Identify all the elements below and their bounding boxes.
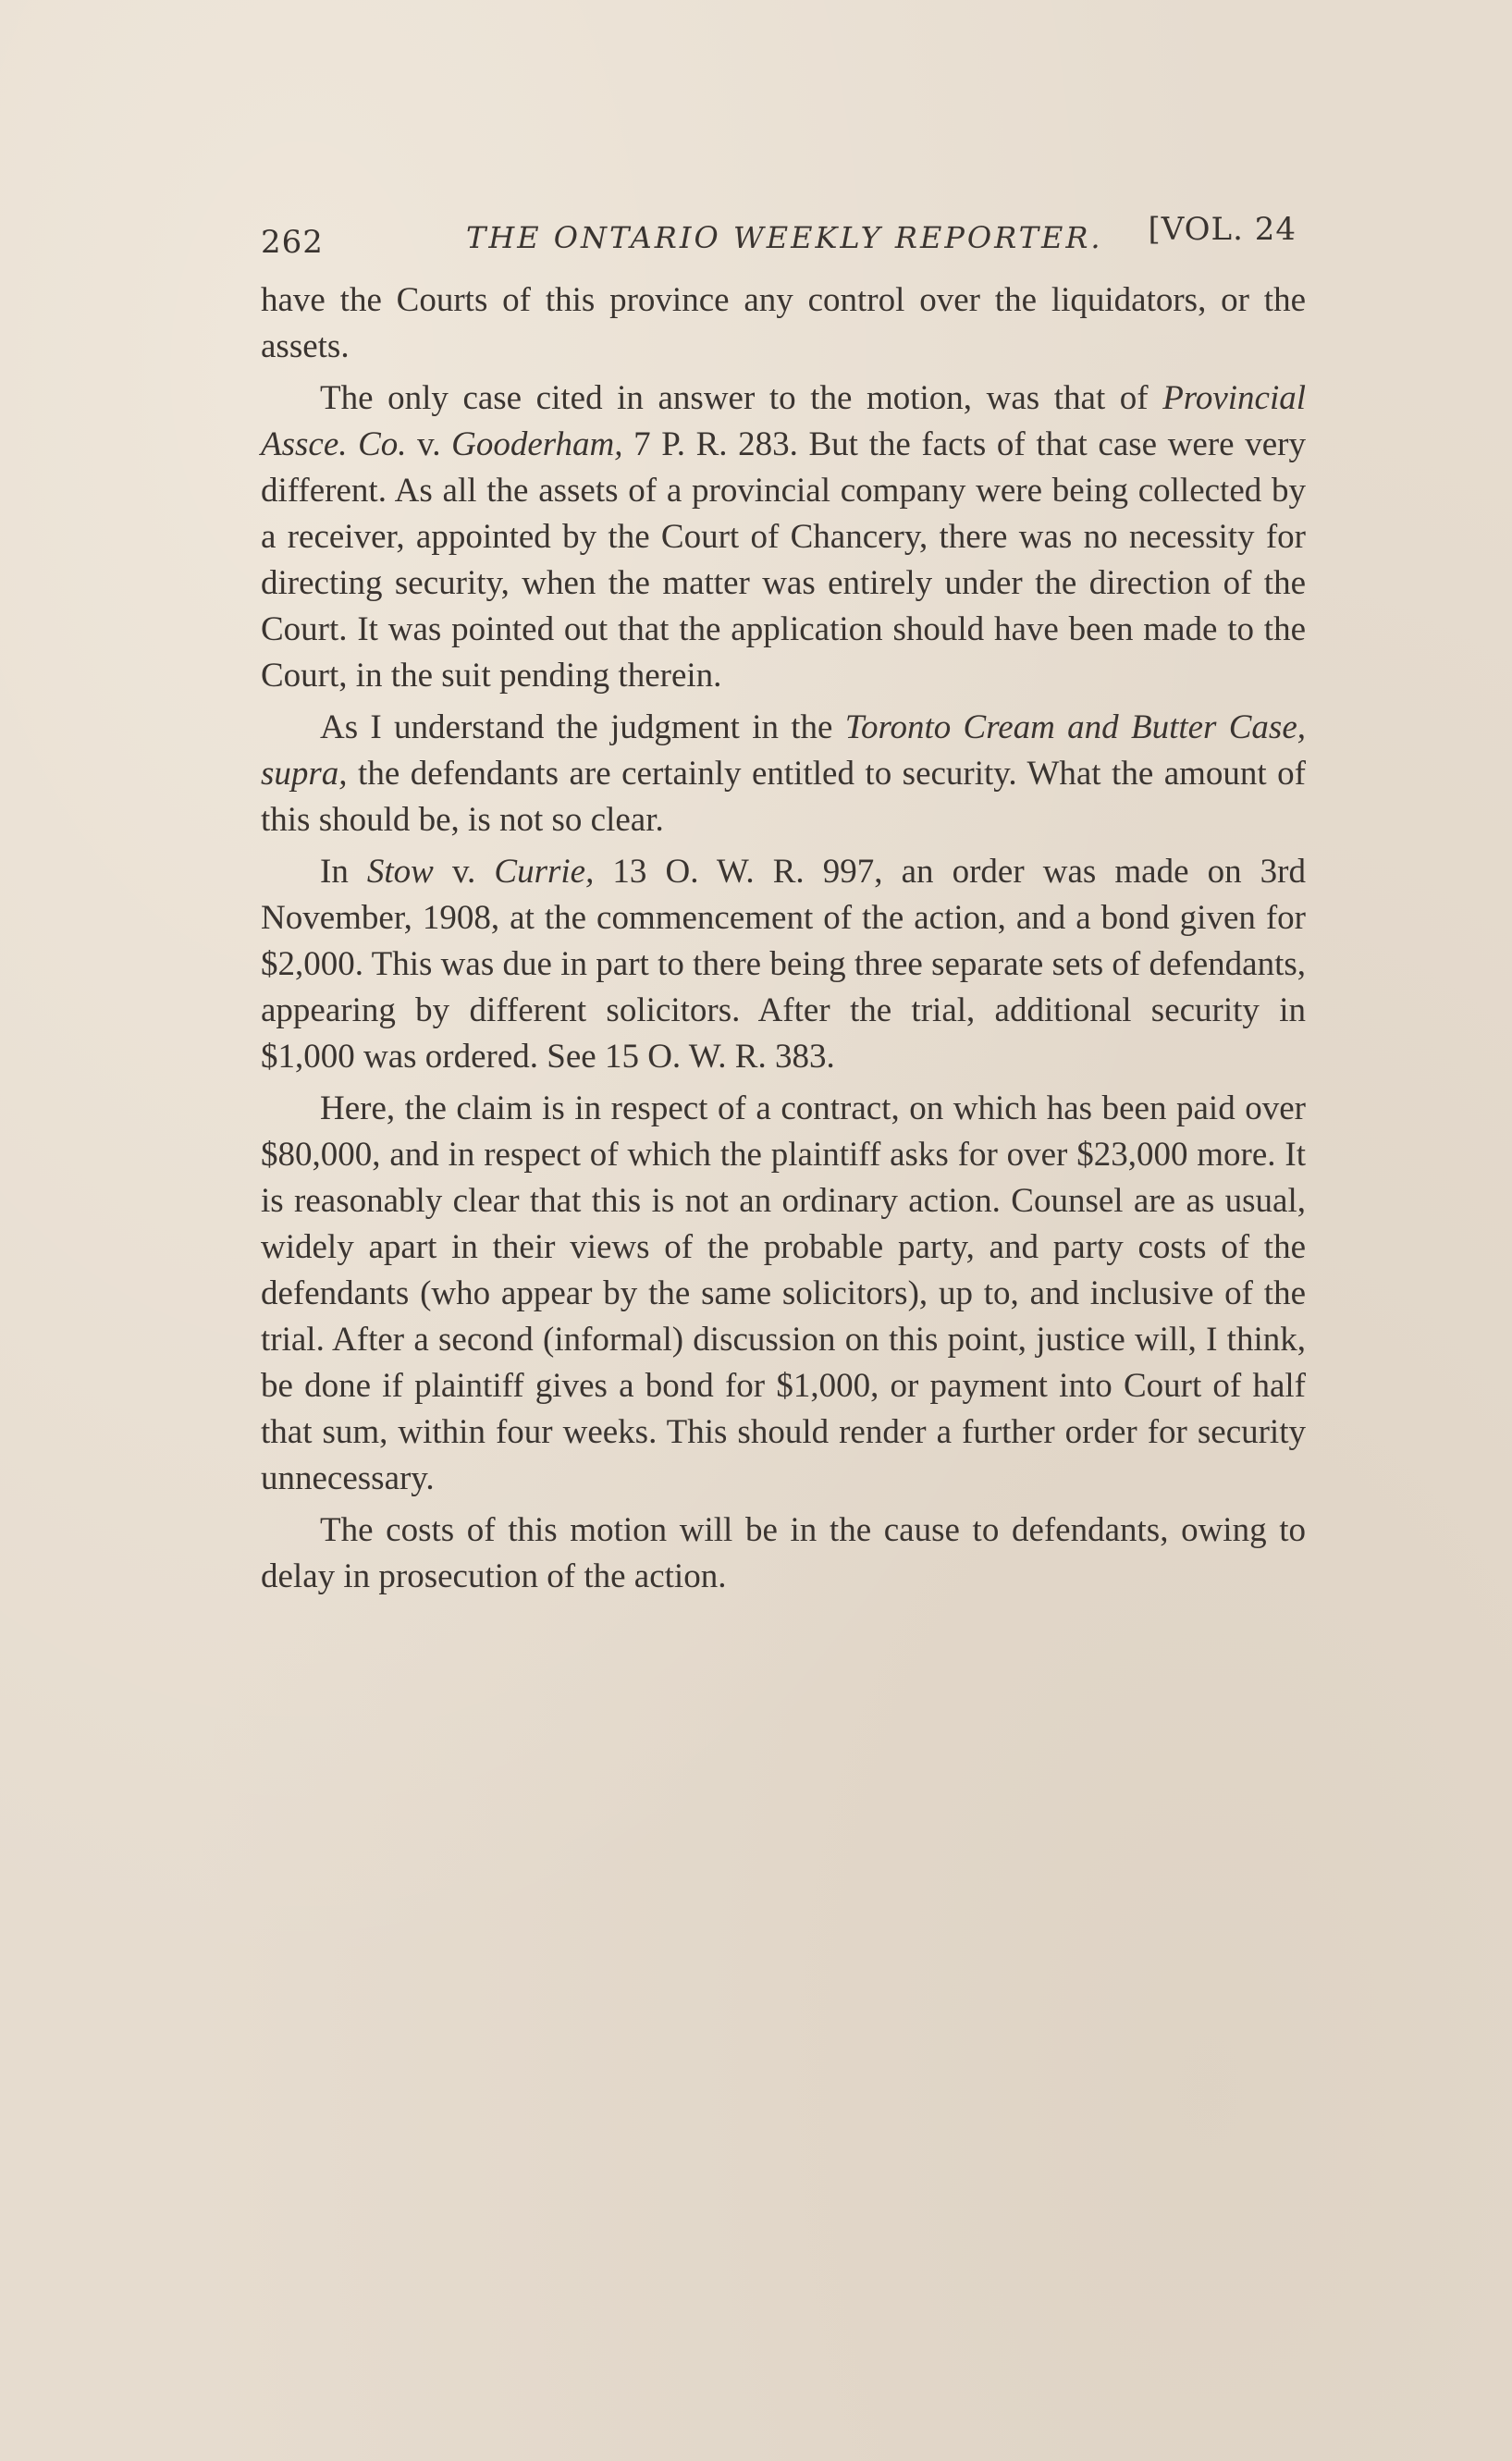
paragraph bbox=[261, 1507, 1306, 1600]
case-citation: Stow bbox=[366, 853, 434, 891]
page-header bbox=[261, 203, 1297, 259]
volume-label: [VOL. 24 bbox=[1148, 211, 1297, 248]
paragraph bbox=[261, 849, 1306, 1080]
case-citation: Currie, bbox=[494, 853, 595, 891]
text-segment: 13 O. W. R. 997, an order was made on 3rd November, 1908, at the commencement of the action, and a bond given for $2,000. This was due in part to there being three separate sets of defendants, appearing by different solicitors. After the trial, additional security in $1,000 was ordered. See 15 O. W. R. 383. bbox=[261, 853, 1306, 1076]
case-citation: Provincial Assce. Co. bbox=[261, 379, 1306, 463]
text-segment: Here, the claim is in respect of a contract, on which has been paid over $80,000, and in respect of which the plaintiff asks for over $23,000 more. It is reasonably clear that this is not an ordinary action. Counsel are as usual, widely apart in their views of the probable party, and party costs of the defendants (who appear by the same solicitors), up to, and inclusive of the trial. After a second (informal) discussion on this point, justice will, I think, be done if plaintiff gives a bond for $1,000, or payment into Court of half that sum, within four weeks. This should render a further order for security unnecessary. bbox=[261, 1089, 1306, 1497]
text-segment: As I understand the judgment in the bbox=[320, 708, 845, 746]
body-text bbox=[261, 277, 1306, 1606]
text-segment: The costs of this motion will be in the cause to defendants, owing to delay in prosecution of the action. bbox=[261, 1511, 1306, 1595]
text-segment: In bbox=[320, 853, 367, 891]
paragraph bbox=[261, 1086, 1306, 1502]
text-segment: 7 P. R. 283. But the facts of that case were very different. As all the assets of a provincial company were being collected by a receiver, appointed by the Court of Chancery, there was no necessity for directing security, when the matter was entirely under the direction of the Court. It was pointed out that the application should have been made to the Court, in the suit pending therein. bbox=[261, 425, 1306, 695]
text-segment: v. bbox=[406, 425, 452, 463]
case-citation: Toronto Cream and Butter Case, supra, bbox=[261, 708, 1306, 793]
text-segment: the defendants are certainly entitled to security. What the amount of this should be, is not so clear. bbox=[261, 755, 1306, 839]
text-segment: The only case cited in answer to the motion, was that of bbox=[320, 379, 1163, 417]
case-citation: Gooderham, bbox=[451, 425, 623, 463]
paragraph bbox=[261, 375, 1306, 699]
text-segment: have the Courts of this province any control over the liquidators, or the assets. bbox=[261, 281, 1306, 365]
page-number: 262 bbox=[261, 224, 324, 261]
text-segment: v. bbox=[433, 853, 495, 891]
paragraph bbox=[261, 705, 1306, 843]
paragraph bbox=[261, 277, 1306, 370]
running-title: THE ONTARIO WEEKLY REPORTER. bbox=[466, 220, 1103, 255]
